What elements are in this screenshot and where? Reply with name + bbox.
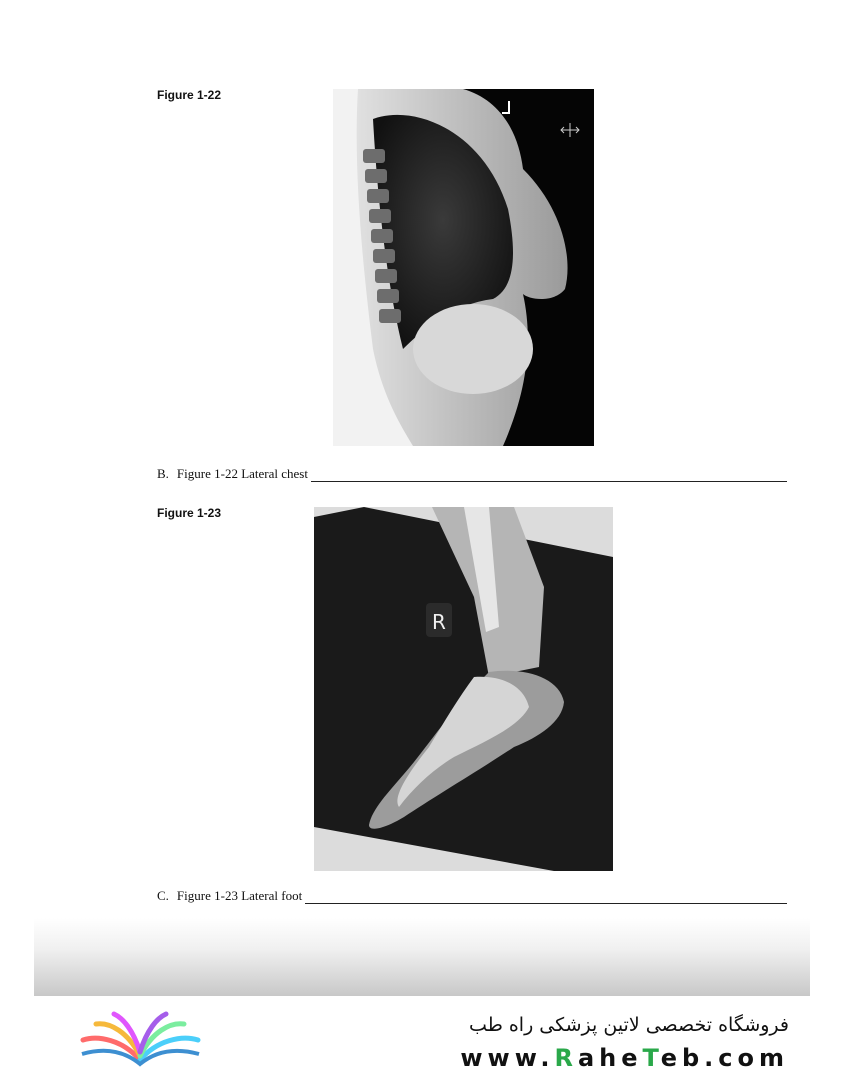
- caption-text: Figure 1-23 Lateral foot: [176, 888, 303, 903]
- caption-prefix: B.: [157, 466, 169, 481]
- website-letter-r: R: [554, 1044, 578, 1072]
- website-address[interactable]: [460, 1044, 789, 1072]
- website-letter-t: T: [642, 1044, 661, 1072]
- website-mid: ahe: [577, 1044, 643, 1072]
- caption-figure-1-22: [157, 466, 787, 482]
- figure-label: Figure 1-22: [157, 88, 222, 102]
- figure-label: Figure 1-23: [157, 506, 222, 520]
- caption-figure-1-23: [157, 888, 787, 904]
- chest-xray-image: [333, 89, 594, 446]
- answer-blank-line: [305, 891, 787, 904]
- caption-prefix: C.: [157, 888, 169, 903]
- store-name-persian: فروشگاه تخصصی لاتین پزشکی راه طب: [469, 1014, 789, 1036]
- foot-xray-image: [314, 507, 613, 871]
- book-logo-icon: [78, 1010, 203, 1070]
- website-prefix: www.: [460, 1044, 555, 1072]
- side-marker: R: [432, 610, 446, 634]
- caption-text: Figure 1-22 Lateral chest: [176, 466, 308, 481]
- answer-blank-line: [311, 469, 787, 482]
- page-bottom-shadow: [34, 918, 810, 996]
- website-suffix: eb.com: [660, 1044, 789, 1072]
